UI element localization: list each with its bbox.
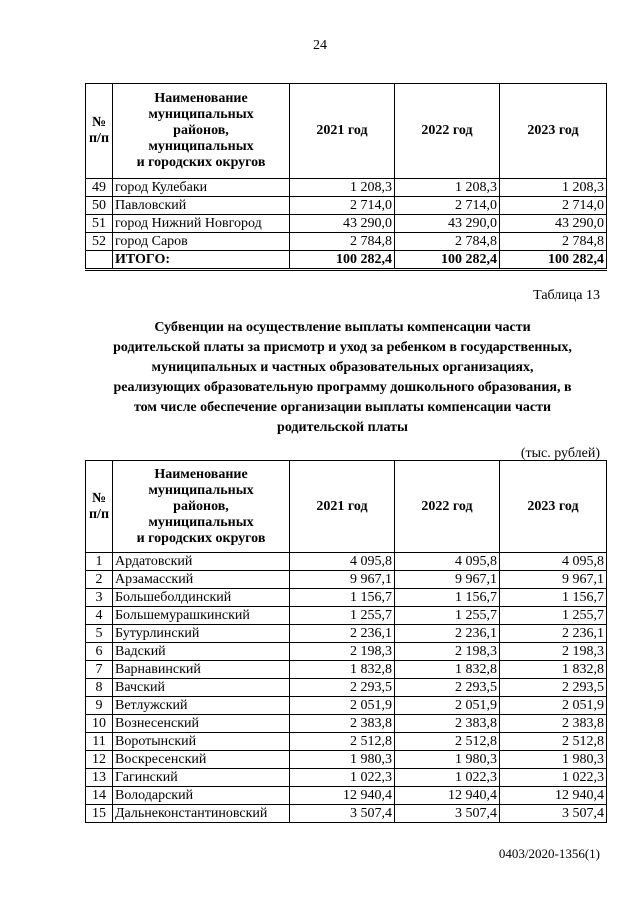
value-2022: 2 784,8 bbox=[395, 233, 500, 251]
row-name: Варнавинский bbox=[113, 661, 290, 679]
value-2022: 12 940,4 bbox=[395, 787, 500, 805]
value-2021: 2 784,8 bbox=[290, 233, 395, 251]
table-header-row bbox=[86, 461, 607, 553]
value-2023: 2 784,8 bbox=[500, 233, 607, 251]
header-name-line: муниципальных bbox=[148, 139, 254, 154]
value-2023: 2 236,1 bbox=[500, 625, 607, 643]
value-2023: 2 293,5 bbox=[500, 679, 607, 697]
value-2021: 2 236,1 bbox=[290, 625, 395, 643]
value-2023: 2 383,8 bbox=[500, 715, 607, 733]
row-name: Гагинский bbox=[113, 769, 290, 787]
value-2021: 1 208,3 bbox=[290, 179, 395, 197]
header-name-line: муниципальных bbox=[148, 514, 254, 530]
row-name: город Нижний Новгород bbox=[113, 215, 290, 233]
header-2023: 2023 год bbox=[500, 461, 607, 553]
header-num: № п/п bbox=[86, 461, 113, 553]
value-2022: 1 255,7 bbox=[395, 607, 500, 625]
value-2021: 2 714,0 bbox=[290, 197, 395, 215]
value-2022: 43 290,0 bbox=[395, 215, 500, 233]
header-2023: 2023 год bbox=[500, 84, 607, 179]
table-row bbox=[86, 787, 607, 805]
total-2022: 100 282,4 bbox=[395, 251, 500, 270]
header-2022: 2022 год bbox=[395, 84, 500, 179]
value-2022: 1 980,3 bbox=[395, 751, 500, 769]
value-2023: 3 507,4 bbox=[500, 805, 607, 823]
header-2022: 2022 год bbox=[395, 461, 500, 553]
table-title bbox=[75, 318, 610, 438]
row-name: Вознесенский bbox=[113, 715, 290, 733]
row-number: 51 bbox=[86, 215, 113, 233]
row-number: 9 bbox=[86, 697, 113, 715]
header-name bbox=[113, 461, 290, 553]
units-label: (тыс. рублей) bbox=[520, 446, 600, 461]
row-number: 2 bbox=[86, 571, 113, 589]
header-num: № п/п bbox=[86, 84, 113, 179]
row-name: Воротынский bbox=[113, 733, 290, 751]
table-row bbox=[86, 571, 607, 589]
row-name: Володарский bbox=[113, 787, 290, 805]
row-number: 11 bbox=[86, 733, 113, 751]
row-number: 49 bbox=[86, 179, 113, 197]
value-2021: 2 293,5 bbox=[290, 679, 395, 697]
value-2022: 1 208,3 bbox=[395, 179, 500, 197]
value-2023: 2 512,8 bbox=[500, 733, 607, 751]
value-2022: 2 236,1 bbox=[395, 625, 500, 643]
header-2021: 2021 год bbox=[290, 84, 395, 179]
value-2022: 2 198,3 bbox=[395, 643, 500, 661]
header-name bbox=[113, 84, 290, 179]
row-name: Павловский bbox=[113, 197, 290, 215]
document-code: 0403/2020-1356(1) bbox=[498, 846, 600, 861]
value-2023: 1 208,3 bbox=[500, 179, 607, 197]
value-2023: 4 095,8 bbox=[500, 553, 607, 571]
value-2021: 1 832,8 bbox=[290, 661, 395, 679]
header-2021: 2021 год bbox=[290, 461, 395, 553]
value-2023: 12 940,4 bbox=[500, 787, 607, 805]
value-2022: 1 156,7 bbox=[395, 589, 500, 607]
value-2021: 3 507,4 bbox=[290, 805, 395, 823]
total-empty bbox=[86, 251, 113, 270]
row-number: 3 bbox=[86, 589, 113, 607]
value-2023: 1 022,3 bbox=[500, 769, 607, 787]
value-2021: 1 255,7 bbox=[290, 607, 395, 625]
table-row bbox=[86, 661, 607, 679]
row-name: Вачский bbox=[113, 679, 290, 697]
table-caption: Таблица 13 bbox=[533, 288, 600, 303]
value-2022: 2 714,0 bbox=[395, 197, 500, 215]
row-name: город Саров bbox=[113, 233, 290, 251]
value-2022: 2 512,8 bbox=[395, 733, 500, 751]
value-2022: 2 051,9 bbox=[395, 697, 500, 715]
value-2022: 2 383,8 bbox=[395, 715, 500, 733]
row-number: 50 bbox=[86, 197, 113, 215]
table-row bbox=[86, 233, 607, 251]
row-number: 52 bbox=[86, 233, 113, 251]
table-row bbox=[86, 733, 607, 751]
row-number: 13 bbox=[86, 769, 113, 787]
row-number: 6 bbox=[86, 643, 113, 661]
value-2023: 2 714,0 bbox=[500, 197, 607, 215]
row-number: 15 bbox=[86, 805, 113, 823]
row-name: город Кулебаки bbox=[113, 179, 290, 197]
table-row bbox=[86, 625, 607, 643]
table-row bbox=[86, 215, 607, 233]
value-2023: 1 156,7 bbox=[500, 589, 607, 607]
row-name: Вадский bbox=[113, 643, 290, 661]
title-line: реализующих образовательную программу дошкольного образования, в bbox=[113, 380, 572, 395]
row-number: 7 bbox=[86, 661, 113, 679]
row-name: Воскресенский bbox=[113, 751, 290, 769]
row-number: 5 bbox=[86, 625, 113, 643]
value-2022: 2 293,5 bbox=[395, 679, 500, 697]
row-number: 14 bbox=[86, 787, 113, 805]
row-name: Большеболдинский bbox=[113, 589, 290, 607]
total-2023: 100 282,4 bbox=[500, 251, 607, 270]
header-name-line: Наименование bbox=[154, 91, 248, 106]
table-row bbox=[86, 715, 607, 733]
table-header-row bbox=[86, 84, 607, 179]
value-2022: 3 507,4 bbox=[395, 805, 500, 823]
row-name: Арзамасский bbox=[113, 571, 290, 589]
table-row bbox=[86, 553, 607, 571]
table-row bbox=[86, 751, 607, 769]
header-name-line: районов, bbox=[173, 498, 229, 514]
row-number: 12 bbox=[86, 751, 113, 769]
table-row bbox=[86, 643, 607, 661]
total-row bbox=[86, 251, 607, 270]
value-2021: 12 940,4 bbox=[290, 787, 395, 805]
value-2023: 2 198,3 bbox=[500, 643, 607, 661]
value-2022: 1 022,3 bbox=[395, 769, 500, 787]
table-13 bbox=[85, 460, 607, 823]
table-row bbox=[86, 589, 607, 607]
row-number: 1 bbox=[86, 553, 113, 571]
row-name: Ветлужский bbox=[113, 697, 290, 715]
title-line: муниципальных и частных образовательных организациях, bbox=[151, 360, 534, 375]
value-2021: 4 095,8 bbox=[290, 553, 395, 571]
row-name: Большемурашкинский bbox=[113, 607, 290, 625]
title-line: Субвенции на осуществление выплаты компенсации части bbox=[154, 320, 531, 335]
table-row bbox=[86, 179, 607, 197]
total-2021: 100 282,4 bbox=[290, 251, 395, 270]
header-name-line: и городских округов bbox=[136, 530, 266, 546]
value-2023: 1 832,8 bbox=[500, 661, 607, 679]
value-2023: 43 290,0 bbox=[500, 215, 607, 233]
header-name-line: Наименование bbox=[154, 466, 248, 482]
header-name-line: муниципальных bbox=[148, 482, 254, 498]
table-row bbox=[86, 805, 607, 823]
row-name: Ардатовский bbox=[113, 553, 290, 571]
title-line: родительской платы за присмотр и уход за ребенком в государственных, bbox=[113, 340, 572, 355]
table-row bbox=[86, 697, 607, 715]
value-2021: 9 967,1 bbox=[290, 571, 395, 589]
row-name: Дальнеконстантиновский bbox=[113, 805, 290, 823]
value-2023: 9 967,1 bbox=[500, 571, 607, 589]
row-name: Бутурлинский bbox=[113, 625, 290, 643]
header-name-line: и городских округов bbox=[136, 155, 266, 170]
title-line: том числе обеспечение организации выплаты компенсации части bbox=[133, 400, 552, 415]
value-2021: 1 156,7 bbox=[290, 589, 395, 607]
value-2021: 2 051,9 bbox=[290, 697, 395, 715]
page-number: 24 bbox=[313, 38, 327, 53]
value-2021: 2 383,8 bbox=[290, 715, 395, 733]
value-2023: 1 255,7 bbox=[500, 607, 607, 625]
header-name-line: районов, bbox=[173, 123, 229, 138]
value-2021: 2 512,8 bbox=[290, 733, 395, 751]
table-row bbox=[86, 197, 607, 215]
table-row bbox=[86, 607, 607, 625]
value-2023: 2 051,9 bbox=[500, 697, 607, 715]
table-row bbox=[86, 679, 607, 697]
value-2021: 1 980,3 bbox=[290, 751, 395, 769]
value-2021: 1 022,3 bbox=[290, 769, 395, 787]
value-2022: 1 832,8 bbox=[395, 661, 500, 679]
value-2021: 43 290,0 bbox=[290, 215, 395, 233]
value-2022: 4 095,8 bbox=[395, 553, 500, 571]
row-number: 8 bbox=[86, 679, 113, 697]
total-label: ИТОГО: bbox=[113, 251, 290, 270]
table-row bbox=[86, 769, 607, 787]
header-name-line: муниципальных bbox=[148, 107, 254, 122]
row-number: 4 bbox=[86, 607, 113, 625]
value-2022: 9 967,1 bbox=[395, 571, 500, 589]
row-number: 10 bbox=[86, 715, 113, 733]
title-line: родительской платы bbox=[277, 420, 408, 435]
value-2021: 2 198,3 bbox=[290, 643, 395, 661]
value-2023: 1 980,3 bbox=[500, 751, 607, 769]
table-prev-continuation bbox=[85, 83, 607, 271]
